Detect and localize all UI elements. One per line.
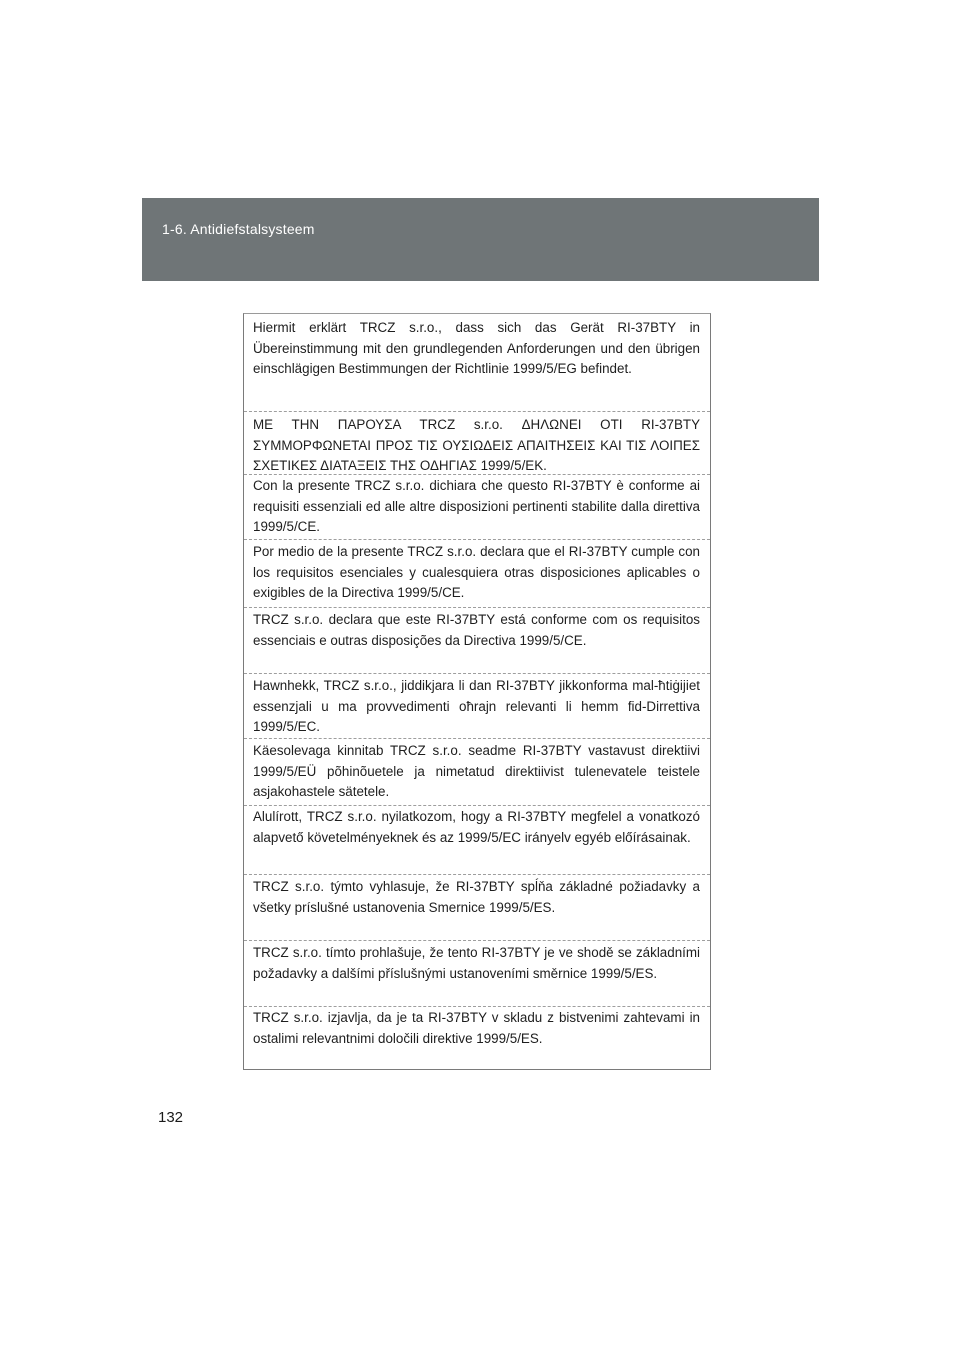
declaration-portuguese: [244, 607, 710, 651]
declaration-maltese: [244, 673, 710, 738]
declaration-text: Käesolevaga kinnitab TRCZ s.r.o. seadme RI-37BTY vastavust direktiivi 1999/5/EÜ põhinõuetele ja nimetatud direktiivist tulenevatele teistele asjakohastele sätetele.: [253, 743, 700, 799]
page-number: 132: [158, 1109, 184, 1126]
declaration-text: Con la presente TRCZ s.r.o. dichiara che questo RI-37BTY è conforme ai requisiti essenziali ed alle altre disposizioni pertinenti stabilite dalla direttiva 1999/5/CE.: [253, 478, 700, 534]
declaration-text: Hiermit erklärt TRCZ s.r.o., dass sich das Gerät RI-37BTY in Übereinstimmung mit den grundlegenden Anforderungen und den übrigen einschlägigen Bestimmungen der Richtlinie 1999/5/EG befindet.: [253, 320, 700, 376]
declaration-slovenian: [244, 1006, 710, 1049]
declaration-box: [243, 313, 711, 1070]
declaration-text: ΜΕ ΤΗΝ ΠΑΡΟΥΣΑ TRCZ s.r.o. ΔΗΛΩΝΕΙ ΟΤΙ RI-37BTY ΣΥΜΜΟΡΦΩΝΕΤΑΙ ΠΡΟΣ ΤΙΣ ΟΥΣΙΩΔΕΙΣ ΑΠΑΙΤΗΣΕΙΣ ΚΑΙ ΤΙΣ ΛΟΙΠΕΣ ΣΧΕΤΙΚΕΣ ΔΙΑΤΑΞΕΙΣ ΤΗΣ ΟΔΗΓΙΑΣ 1999/5/ΕΚ.: [253, 417, 700, 473]
declaration-text: TRCZ s.r.o. izjavlja, da je ta RI-37BTY v skladu z bistvenimi zahtevami in ostalimi relevantnimi določili direktive 1999/5/ES.: [253, 1010, 700, 1046]
declaration-hungarian: [244, 805, 710, 848]
declaration-text: Por medio de la presente TRCZ s.r.o. declara que el RI-37BTY cumple con los requisitos esenciales y cualesquiera otras disposiciones aplicables o exigibles de la Directiva 1999/5/CE.: [253, 544, 700, 600]
declaration-text: TRCZ s.r.o. tímto prohlašuje, že tento RI-37BTY je ve shodě se základními požadavky a dalšími příslušnými ustanoveními směrnice 1999/5/ES.: [253, 945, 700, 981]
declaration-spanish: [244, 539, 710, 604]
declaration-text: TRCZ s.r.o. týmto vyhlasuje, že RI-37BTY spĺňa základné požiadavky a všetky príslušné ustanovenia Smernice 1999/5/ES.: [253, 879, 700, 915]
section-title: 1-6. Antidiefstalsysteem: [162, 221, 315, 237]
declaration-greek: [244, 411, 710, 477]
declaration-estonian: [244, 738, 710, 803]
declaration-slovak: [244, 874, 710, 918]
section-header: [142, 198, 819, 281]
declaration-text: Hawnhekk, TRCZ s.r.o., jiddikjara li dan RI-37BTY jikkonforma mal-ħtiġijiet essenzjali u ma provvedimenti oħrajn relevanti li hemm fid-Dirrettiva 1999/5/EC.: [253, 678, 700, 734]
declaration-german: [244, 318, 710, 380]
declaration-text: Alulírott, TRCZ s.r.o. nyilatkozom, hogy a RI-37BTY megfelel a vonatkozó alapvető követelményeknek és az 1999/5/EC irányelv egyéb előírásainak.: [253, 809, 700, 845]
declaration-italian: [244, 474, 710, 538]
declaration-text: TRCZ s.r.o. declara que este RI-37BTY está conforme com os requisitos essenciais e outras disposições da Directiva 1999/5/CE.: [253, 612, 700, 648]
declaration-czech: [244, 940, 710, 984]
